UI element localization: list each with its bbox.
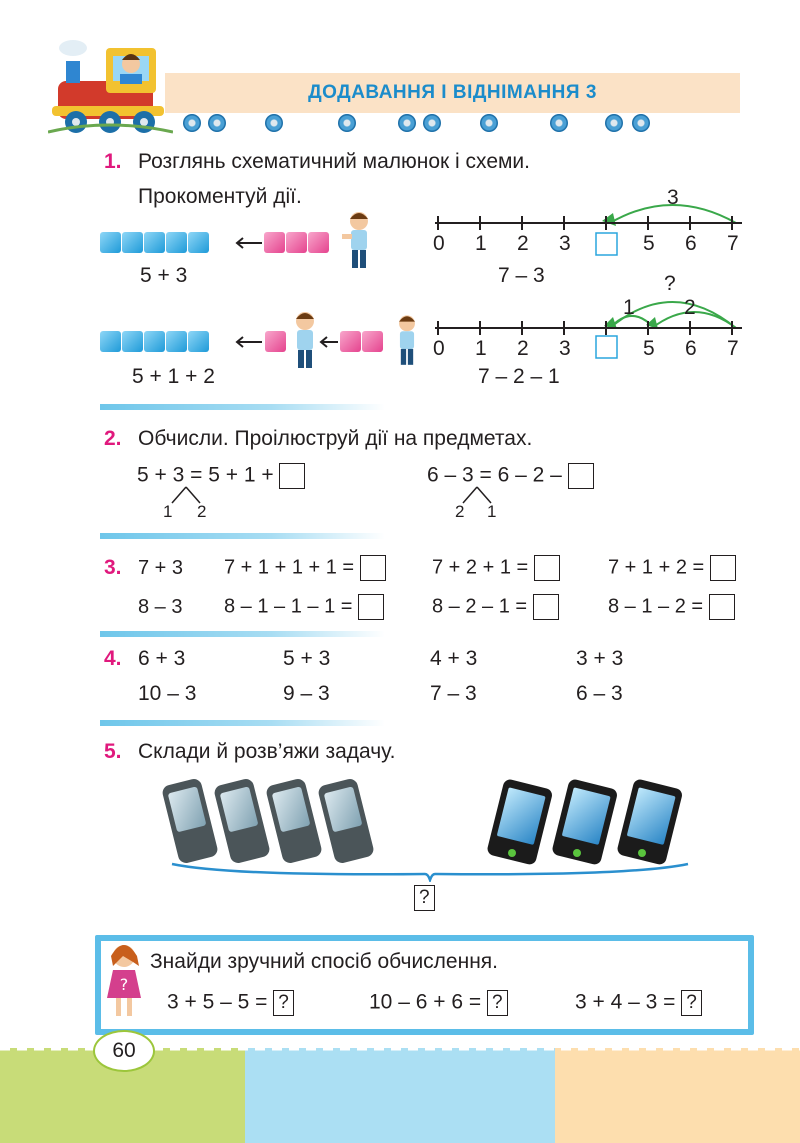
arc-label-2: 2 (684, 296, 696, 319)
tick-7: 7 (727, 337, 739, 360)
task3-r1-c2: 7 + 1 + 1 + 1 = (224, 555, 386, 581)
task4-r1-c4: 3 + 3 (576, 647, 624, 670)
wheel-icon (550, 114, 568, 132)
numline-b-expr: 7 – 2 – 1 (478, 365, 560, 388)
footer-band-blue (245, 1048, 555, 1143)
tick-0: 0 (433, 232, 445, 255)
answer-box[interactable] (710, 555, 736, 581)
arrow-left-icon (234, 335, 264, 349)
task4-r2-c4: 6 – 3 (576, 682, 623, 705)
split2-b: 1 (487, 502, 497, 521)
task3-r2-c2: 8 – 1 – 1 – 1 = (224, 594, 384, 620)
gray-phone-icon (317, 777, 375, 864)
boy-icon (288, 310, 322, 372)
phones-illustration (160, 775, 700, 867)
divider (100, 720, 385, 726)
tick-5: 5 (643, 337, 655, 360)
split2-a: 2 (455, 502, 465, 521)
footer-band-orange (555, 1048, 800, 1143)
arrow-left-icon (318, 335, 340, 349)
answer-box[interactable]: ? (273, 990, 294, 1016)
task2-text: Обчисли. Проілюструй дії на предметах. (138, 427, 533, 450)
scheme-b-label: 5 + 1 + 2 (132, 365, 215, 388)
tick-3: 3 (559, 337, 571, 360)
task2-expr1: 5 + 3 = 5 + 1 + (137, 463, 305, 489)
wheel-icon (480, 114, 498, 132)
page-number: 60 (93, 1030, 155, 1072)
split1-a: 1 (163, 502, 173, 521)
boy-icon (392, 310, 422, 372)
blue-cubes (100, 331, 210, 357)
answer-box[interactable]: ? (487, 990, 508, 1016)
numline-a-expr: 7 – 3 (498, 264, 545, 287)
task4-r1-c1: 6 + 3 (138, 647, 186, 670)
black-phone-icon (486, 778, 553, 866)
task3-r2-c4: 8 – 1 – 2 = (608, 594, 735, 620)
pink-cubes (340, 331, 384, 357)
svg-text:?: ? (119, 975, 129, 994)
answer-box[interactable] (279, 463, 305, 489)
answer-box[interactable] (534, 555, 560, 581)
wheel-icon (423, 114, 441, 132)
divider (100, 631, 385, 637)
wheel-icon (632, 114, 650, 132)
task5-number: 5. (104, 740, 122, 763)
wheel-icon (338, 114, 356, 132)
arc-label-1: 1 (623, 296, 635, 319)
black-phone-icon (616, 778, 683, 866)
task3-r1-c1: 7 + 3 (138, 557, 184, 579)
pink-cubes (264, 232, 330, 258)
tick-3: 3 (559, 232, 571, 255)
task1-text-line1: Розглянь схематичний малюнок і схеми. (138, 150, 530, 173)
answer-box[interactable]: ? (681, 990, 702, 1016)
girl-icon (103, 940, 145, 1020)
tick-5: 5 (643, 232, 655, 255)
tick-0: 0 (433, 337, 445, 360)
scheme-a-label: 5 + 3 (140, 264, 188, 287)
hint-expr3: 3 + 4 – 3 = ? (575, 990, 702, 1016)
divider (100, 533, 385, 539)
curly-brace (170, 860, 690, 882)
gray-phone-icon (265, 777, 323, 864)
task4-number: 4. (104, 647, 122, 670)
gray-phone-icon (213, 777, 271, 864)
wheel-icon (265, 114, 283, 132)
train-icon (48, 36, 173, 136)
answer-box[interactable] (533, 594, 559, 620)
page-title: ДОДАВАННЯ І ВІДНІМАННЯ 3 (308, 82, 597, 103)
arc-label-question: ? (664, 272, 676, 295)
wheel-icon (398, 114, 416, 132)
boy-icon (342, 210, 376, 272)
blue-cubes (100, 232, 210, 258)
wheel-icon (208, 114, 226, 132)
task2-number: 2. (104, 427, 122, 450)
answer-box[interactable] (709, 594, 735, 620)
task1-text-line2: Прокоментуй дії. (138, 185, 302, 208)
split1-b: 2 (197, 502, 207, 521)
black-phone-icon (551, 778, 618, 866)
task2-expr2: 6 – 3 = 6 – 2 – (427, 463, 594, 489)
tick-7: 7 (727, 232, 739, 255)
task4-r2-c1: 10 – 3 (138, 682, 197, 705)
arc-label-3: 3 (667, 186, 679, 209)
task4-r1-c2: 5 + 3 (283, 647, 331, 670)
task1-number: 1. (104, 150, 122, 173)
arrow-left-icon (234, 236, 264, 250)
task5-question-box[interactable]: ? (414, 885, 435, 911)
hint-text: Знайди зручний спосіб обчислення. (150, 950, 499, 973)
tick-6: 6 (685, 337, 697, 360)
task3-r1-c4: 7 + 1 + 2 = (608, 555, 736, 581)
tick-1: 1 (475, 232, 487, 255)
pink-cube (265, 331, 287, 357)
answer-box[interactable] (568, 463, 594, 489)
task3-r2-c1: 8 – 3 (138, 596, 183, 618)
divider (100, 404, 385, 410)
gray-phone-icon (161, 777, 219, 864)
task3-r2-c3: 8 – 2 – 1 = (432, 594, 559, 620)
hint-expr1: 3 + 5 – 5 = ? (167, 990, 294, 1016)
answer-box[interactable] (360, 555, 386, 581)
task3-number: 3. (104, 556, 122, 579)
task3-r1-c3: 7 + 2 + 1 = (432, 555, 560, 581)
tick-6: 6 (685, 232, 697, 255)
hint-expr2: 10 – 6 + 6 = ? (369, 990, 508, 1016)
task5-text: Склади й розв’яжи задачу. (138, 740, 396, 763)
tick-1: 1 (475, 337, 487, 360)
task4-r2-c2: 9 – 3 (283, 682, 330, 705)
wheel-icon (183, 114, 201, 132)
answer-box[interactable] (358, 594, 384, 620)
task4-r1-c3: 4 + 3 (430, 647, 478, 670)
tick-2: 2 (517, 232, 529, 255)
tick-2: 2 (517, 337, 529, 360)
wheel-icon (605, 114, 623, 132)
task4-r2-c3: 7 – 3 (430, 682, 477, 705)
